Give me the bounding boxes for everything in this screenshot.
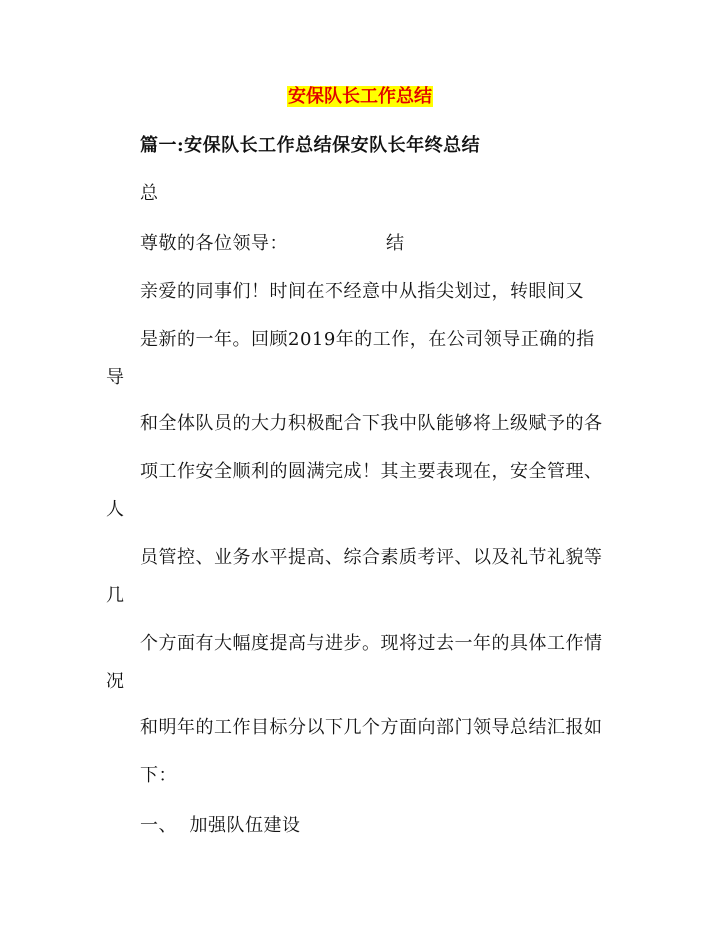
text-line: 结: [386, 233, 405, 254]
salutation-line: 尊敬的各位领导：: [140, 233, 288, 254]
document-title-text: 安保队长工作总结: [288, 86, 432, 107]
text-line: 亲爱的同事们！时间在不经意中从指尖划过，转眼间又: [140, 281, 584, 302]
text-line: 和全体队员的大力积极配合下我中队能够将上级赋予的各: [140, 413, 603, 434]
section-heading: 篇一:安保队长工作总结保安队长年终总结: [140, 135, 481, 156]
text-line: 是新的一年。回顾2019年的工作，在公司领导正确的指: [140, 329, 595, 350]
subsection-heading: 一、 加强队伍建设: [140, 815, 301, 836]
text-line: 下：: [140, 765, 177, 786]
text-line: 几: [106, 585, 125, 606]
text-line: 导: [106, 367, 125, 388]
text-line: 总: [140, 183, 159, 204]
document-title: [0, 84, 720, 110]
text-line: 个方面有大幅度提高与进步。现将过去一年的具体工作情: [140, 633, 603, 654]
text-line: 和明年的工作目标分以下几个方面向部门领导总结汇报如: [140, 717, 603, 738]
text-line: 项工作安全顺利的圆满完成！其主要表现在，安全管理、: [140, 461, 603, 482]
text-line: 况: [106, 671, 125, 692]
text-line: 人: [106, 499, 125, 520]
text-line: 员管控、业务水平提高、综合素质考评、以及礼节礼貌等: [140, 547, 603, 568]
